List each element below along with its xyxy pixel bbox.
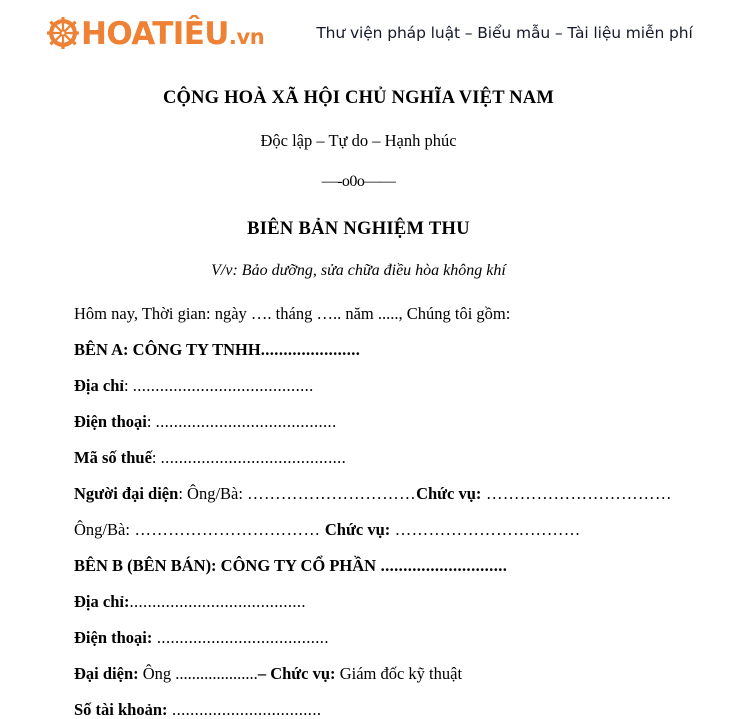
party-b-account-number	[74, 702, 717, 719]
party-b-phone-dots: ......................................	[152, 628, 329, 647]
site-header	[0, 0, 747, 66]
party-b-phone-label: Điện thoại:	[74, 628, 153, 647]
party-a-address-sep: :	[123, 376, 133, 395]
party-a-tax-code	[74, 450, 717, 467]
party-a-address-label: Địa chỉ	[74, 376, 124, 395]
party-b-phone	[74, 630, 717, 647]
party-b-account-label: Số tài khoản:	[74, 700, 168, 719]
party-a-address-dots: ........................................	[132, 376, 314, 395]
party-a-phone-dots: ........................................	[155, 412, 337, 431]
party-b-address	[74, 594, 717, 611]
party-a-address	[74, 378, 717, 395]
party-b-address-label: Địa chỉ:	[74, 592, 130, 611]
party-a-tax-sep: :	[151, 448, 161, 467]
party-a-rep-label: Người đại diện	[74, 484, 179, 503]
party-a-rep2-dots: ……………………………	[129, 520, 325, 539]
party-a-heading	[74, 342, 717, 359]
ornament-separator: —-o0o——	[321, 173, 396, 190]
document-content	[0, 306, 717, 719]
party-b-account-dots: .................................	[167, 700, 322, 719]
party-a-rep2-label: Ông/Bà:	[74, 520, 130, 539]
party-b-rep-position-value: Giám đốc kỹ thuật	[335, 664, 463, 683]
party-a-rep-dots: …………………………	[247, 484, 417, 503]
document-body	[0, 88, 747, 719]
document-subject: V/v: Bảo dưỡng, sửa chữa điều hòa không khí	[211, 262, 506, 279]
party-a-rep2-position-dots: ……………………………	[390, 520, 581, 539]
party-a-phone-label: Điện thoại	[74, 412, 147, 431]
party-a-heading-label: BÊN A: CÔNG TY TNHH	[74, 340, 261, 359]
site-tagline: Thư viện pháp luật – Biểu mẫu – Tài liệu miễn phí	[316, 24, 693, 42]
document-title: BIÊN BẢN NGHIỆM THU	[247, 219, 470, 239]
party-a-representative-2	[74, 522, 717, 539]
logo-wordmark-tld: .vn	[228, 24, 265, 49]
party-b-representative	[74, 666, 717, 683]
party-b-heading	[74, 558, 717, 575]
party-a-rep2-position-label: Chức vụ:	[324, 520, 391, 539]
party-b-heading-dots: ............................	[376, 556, 508, 575]
party-b-rep-name: Ông ....................	[138, 664, 258, 683]
party-a-rep-sep: : Ông/Bà:	[178, 484, 248, 503]
party-b-heading-label: BÊN B (BÊN BÁN): CÔNG TY CỔ PHẦN	[74, 556, 377, 575]
party-a-representative	[74, 486, 717, 503]
logo-wordmark-main: HOATIÊU	[81, 15, 229, 52]
intro-line: Hôm nay, Thời gian: ngày …. tháng ….. năm ....., Chúng tôi gồm:	[74, 304, 511, 323]
party-a-heading-dots: ......................	[260, 340, 361, 359]
party-a-phone-sep: :	[146, 412, 156, 431]
party-b-rep-label: Đại diện:	[74, 664, 139, 683]
site-logo[interactable]	[47, 15, 265, 52]
party-b-rep-position-label: – Chức vụ:	[257, 664, 336, 683]
party-a-rep-position-label: Chức vụ:	[416, 484, 482, 503]
logo-wordmark	[81, 15, 265, 52]
party-b-address-dots: .......................................	[129, 592, 306, 611]
party-a-phone	[74, 414, 717, 431]
party-a-tax-dots: .........................................	[160, 448, 347, 467]
party-a-tax-label: Mã số thuế	[74, 448, 152, 467]
national-motto: Độc lập – Tự do – Hạnh phúc	[260, 131, 457, 150]
national-heading: CỘNG HOÀ XÃ HỘI CHỦ NGHĨA VIỆT NAM	[162, 88, 555, 108]
party-a-rep-position-dots: ……………………………	[481, 484, 672, 503]
ship-helm-icon	[47, 17, 79, 49]
